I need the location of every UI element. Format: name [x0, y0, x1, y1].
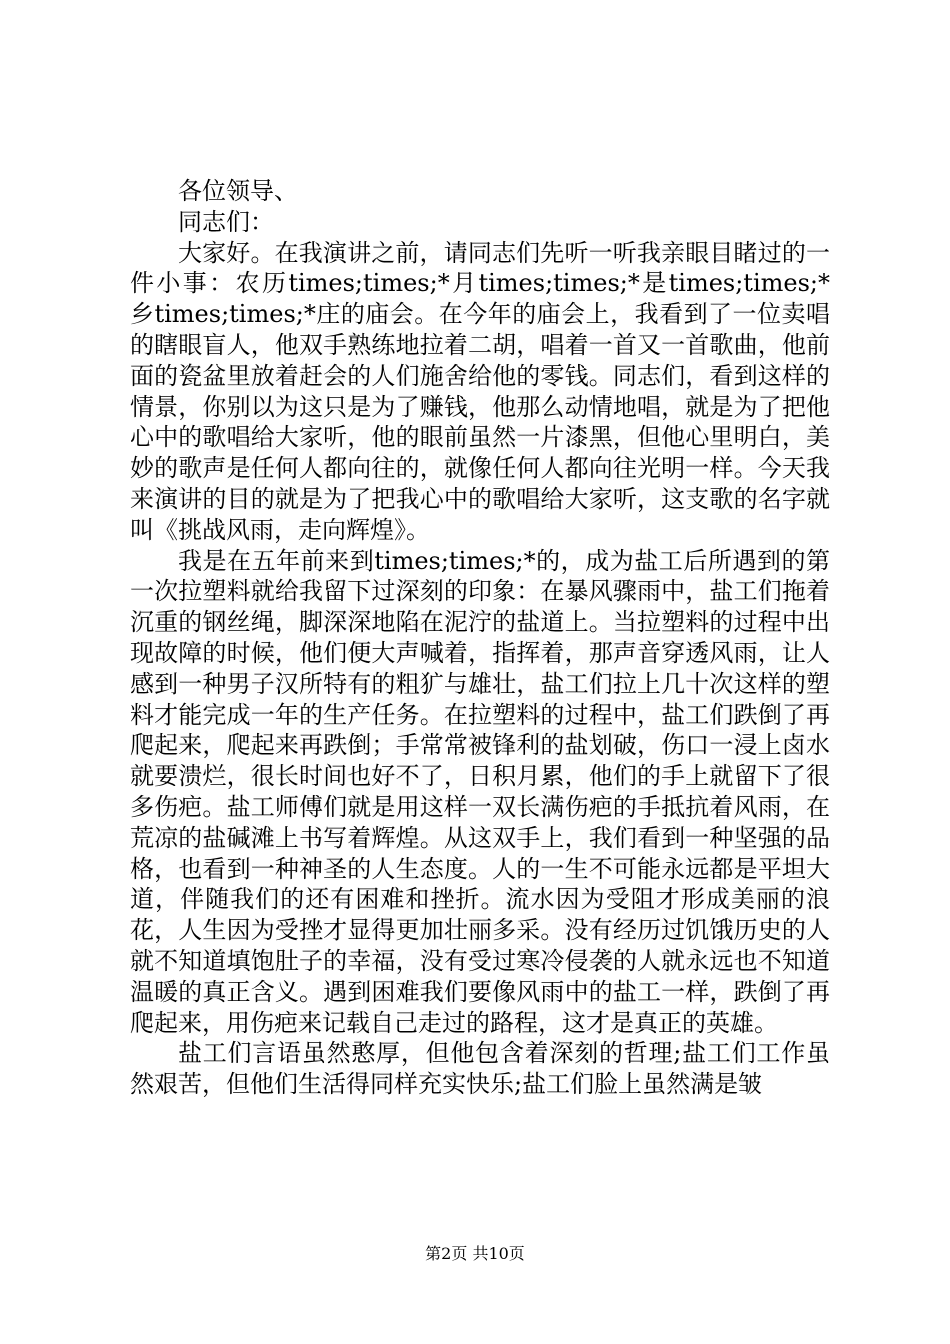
greeting-line-2: 同志们： [178, 207, 274, 236]
paragraph-3: 盐工们言语虽然憨厚，但他包含着深刻的哲理;盐工们工作虽然艰苦，但他们生活得同样充实快乐;盐工们脸上虽然满是皱 [130, 1039, 830, 1099]
paragraph-2: 我是在五年前来到times;times;*的，成为盐工后所遇到的第一次拉塑料就给我留下过深刻的印象：在暴风骤雨中，盐工们拖着沉重的钢丝绳，脚深深地陷在泥泞的盐道上。当拉塑料的过程中出现故障的时候，他们便大声喊着，指挥着，那声音穿透风雨，让人感到一种男子汉所特有的粗犷与雄壮，盐工们拉上几十次这样的塑料才能完成一年的生产任务。在拉塑料的过程中，盐工们跌倒了再爬起来，爬起来再跌倒；手常常被锋利的盐划破，伤口一浸上卤水就要溃烂，很长时间也好不了，日积月累，他们的手上就留下了很多伤疤。盐工师傅们就是用这样一双长满伤疤的手抵抗着风雨，在荒凉的盐碱滩上书写着辉煌。从这双手上，我们看到一种坚强的品格，也看到一种神圣的人生态度。人的一生不可能永远都是平坦大道，伴随我们的还有困难和挫折。流水因为受阻才形成美丽的浪花，人生因为受挫才显得更加壮丽多采。没有经历过饥饿历史的人就不知道填饱肚子的幸福，没有受过寒冷侵袭的人就永远也不知道温暖的真正含义。遇到困难我们要像风雨中的盐工一样，跌倒了再爬起来，用伤疤来记载自己走过的路程，这才是真正的英雄。 [130, 546, 830, 1037]
document-body [130, 176, 830, 1100]
paragraph-1: 大家好。在我演讲之前，请同志们先听一听我亲眼目睹过的一件小事：农历times;times;*月times;times;*是times;times;*乡times;times;*庄的庙会。在今年的庙会上，我看到了一位卖唱的瞎眼盲人，他双手熟练地拉着二胡，唱着一首又一首歌曲，他前面的瓷盆里放着赶会的人们施舍给他的零钱。同志们，看到这样的情景，你别以为这只是为了赚钱，他那么动情地唱，就是为了把他心中的歌唱给大家听，他的眼前虽然一片漆黑，但他心里明白，美妙的歌声是任何人都向往的，就像任何人都向往光明一样。今天我来演讲的目的就是为了把我心中的歌唱给大家听，这支歌的名字就叫《挑战风雨，走向辉煌》。 [130, 238, 830, 544]
greeting-line-1: 各位领导、 [178, 177, 298, 205]
page-number-footer: 第2页 共10页 [425, 1244, 525, 1263]
